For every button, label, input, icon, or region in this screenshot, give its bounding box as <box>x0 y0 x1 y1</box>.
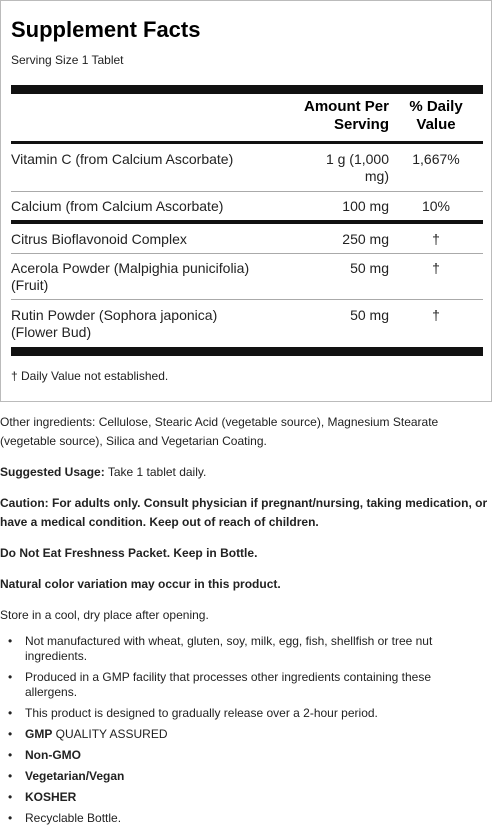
list-item <box>0 670 490 700</box>
item-text: Recyclable Bottle. <box>25 811 122 825</box>
other-ingredients-line2: (vegetable source), Silica and Vegetarian Coating. <box>0 434 267 448</box>
list-item <box>0 769 490 784</box>
other-ingredients-line1: Other ingredients: Cellulose, Stearic Acid (vegetable source), Magnesium Stearate <box>0 415 439 429</box>
item-text: This product is designed to gradually release over a 2-hour period. <box>25 706 378 720</box>
item-bold: Non-GMO <box>25 748 81 762</box>
header-divider <box>11 141 483 144</box>
item-bold: GMP <box>25 727 53 741</box>
nutrient-amount: 50 mg <box>350 260 389 276</box>
column-header-amount-line2: Serving <box>333 116 389 133</box>
usage-text: Take 1 tablet daily. <box>104 465 207 479</box>
item-bold: KOSHER <box>25 790 77 804</box>
nutrient-daily-value: 10% <box>421 198 451 214</box>
nutrient-name: Calcium (from Calcium Ascorbate) <box>11 198 224 214</box>
list-item <box>0 634 490 664</box>
nutrient-daily-value: † <box>432 260 440 276</box>
color-variation-note: Natural color variation may occur in this product. <box>0 577 281 591</box>
nutrient-amount: 50 mg <box>350 307 389 323</box>
bottom-thick-divider <box>11 347 483 356</box>
list-item <box>0 811 490 826</box>
usage-label: Suggested Usage: <box>0 465 105 479</box>
nutrient-name: Citrus Bioflavonoid Complex <box>11 231 187 247</box>
list-item <box>0 706 490 721</box>
nutrient-daily-value: 1,667% <box>412 151 460 167</box>
row-divider <box>11 191 483 192</box>
row-divider <box>11 253 483 254</box>
column-header-dv-line1: % Daily <box>409 98 463 115</box>
other-ingredients <box>0 413 490 451</box>
item-line1: • Not manufactured with wheat, gluten, soy, milk, egg, fish, shellfish or tree nut <box>25 634 433 648</box>
nutrient-amount <box>291 151 389 185</box>
nutrient-name: Vitamin C (from Calcium Ascorbate) <box>11 151 234 167</box>
nutrient-name <box>11 307 301 341</box>
caution-line1: Caution: For adults only. Consult physician if pregnant/nursing, taking medication, or <box>0 496 488 510</box>
row-divider <box>11 299 483 300</box>
item-line2: ingredients. <box>25 649 88 663</box>
product-features-list <box>0 634 490 832</box>
nutrient-daily-value: † <box>432 307 440 323</box>
column-header-amount <box>269 98 389 134</box>
nutrient-daily-value: † <box>432 231 440 247</box>
amount-line2: mg) <box>364 168 389 184</box>
name-line1: Acerola Powder (Malpighia punicifolia) <box>11 260 250 276</box>
freshness-note: Do Not Eat Freshness Packet. Keep in Bottle. <box>0 546 258 560</box>
serving-size: Serving Size 1 Tablet <box>11 53 124 67</box>
column-header-daily-value <box>391 98 481 134</box>
thick-divider <box>11 85 483 94</box>
amount-line1: 1 g (1,000 <box>325 151 389 167</box>
suggested-usage <box>0 463 490 482</box>
caution-warning <box>0 494 490 532</box>
nutrient-amount: 250 mg <box>342 231 389 247</box>
nutrient-amount: 100 mg <box>342 198 389 214</box>
column-header-dv-line2: Value <box>416 116 456 133</box>
list-item <box>0 748 490 763</box>
facts-title: Supplement Facts <box>11 17 201 42</box>
caution-line2: have a medical condition. Keep out of reach of children. <box>0 515 319 529</box>
name-line2: (Flower Bud) <box>11 324 92 340</box>
daily-value-footnote: † Daily Value not established. <box>11 369 169 383</box>
item-line2: allergens. <box>25 685 78 699</box>
item-line1: • Produced in a GMP facility that processes other ingredients containing these <box>25 670 432 684</box>
thick-divider <box>11 220 483 224</box>
nutrient-name <box>11 260 301 294</box>
name-line2: (Fruit) <box>11 277 49 293</box>
item-bold: Vegetarian/Vegan <box>25 769 125 783</box>
column-header-amount-line1: Amount Per <box>303 98 389 115</box>
supplement-facts-panel <box>0 0 492 402</box>
name-line1: Rutin Powder (Sophora japonica) <box>11 307 218 323</box>
list-item <box>0 790 490 805</box>
item-text: QUALITY ASSURED <box>52 727 168 741</box>
storage-instructions: Store in a cool, dry place after opening. <box>0 608 209 622</box>
list-item <box>0 727 490 742</box>
